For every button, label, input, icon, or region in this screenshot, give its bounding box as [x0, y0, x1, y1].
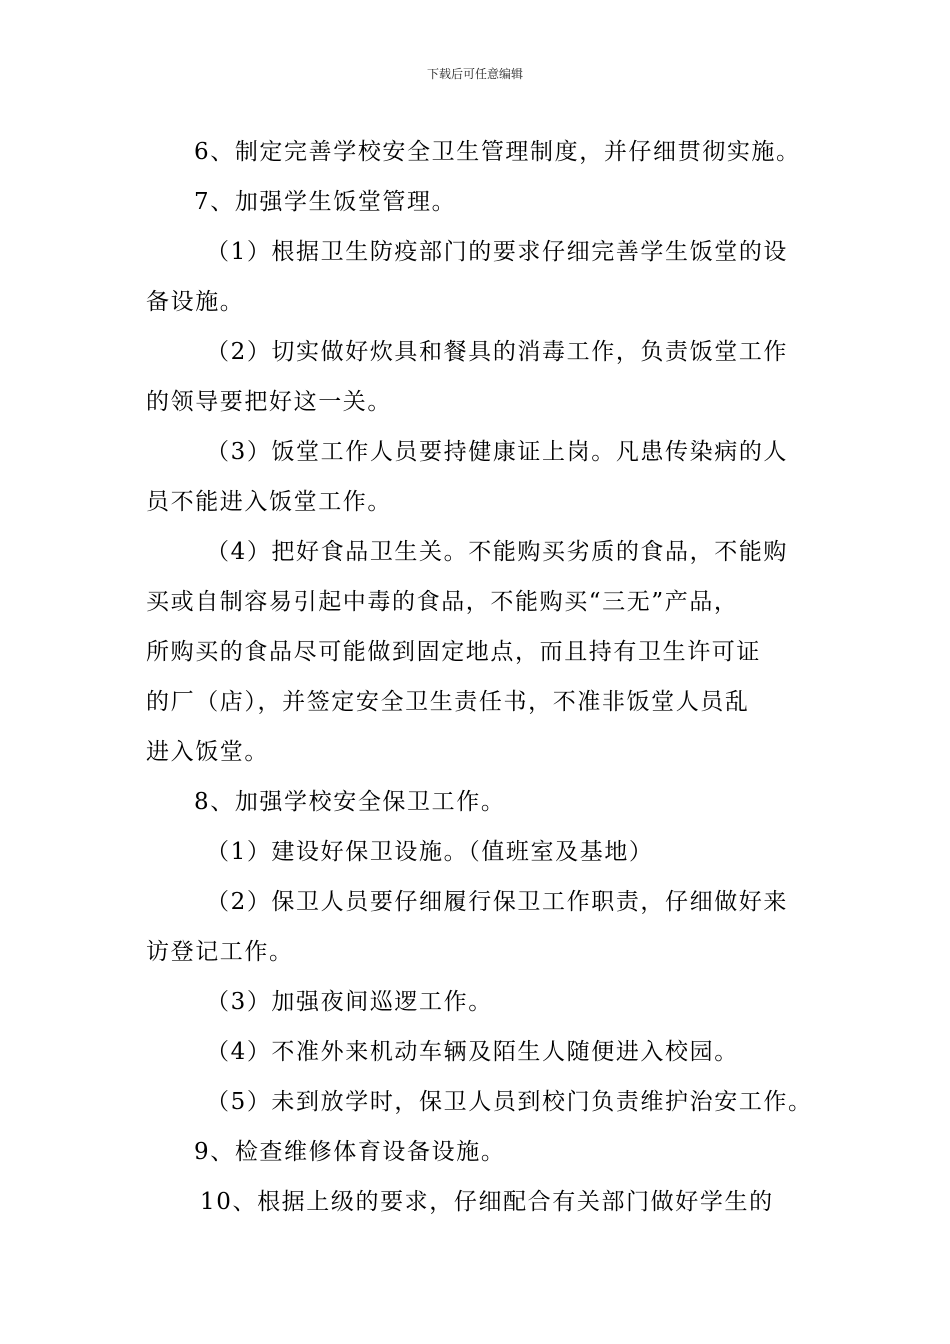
- item-7-4-line-3: 所购买的食品尽可能做到固定地点，而且持有卫生许可证: [146, 639, 761, 665]
- item-8-1: （1）建设好保卫设施。（值班室及基地）: [206, 839, 654, 865]
- item-7-4-line-2: 买或自制容易引起中毒的食品，不能购买“三无”产品，: [146, 589, 739, 615]
- item-8-5: （5）未到放学时，保卫人员到校门负责维护治安工作。: [206, 1089, 813, 1115]
- item-7-heading: 7、加强学生饭堂管理。: [194, 189, 457, 215]
- item-8-3: （3）加强夜间巡逻工作。: [206, 989, 493, 1015]
- item-8-4: （4）不准外来机动车辆及陌生人随便进入校园。: [206, 1039, 739, 1065]
- item-7-2-line-1: （2）切实做好炊具和餐具的消毒工作，负责饭堂工作: [206, 339, 789, 365]
- item-8-2-line-1: （2）保卫人员要仔细履行保卫工作职责，仔细做好来: [206, 889, 789, 915]
- document-body: [146, 127, 813, 1227]
- item-8-2-line-2: 访登记工作。: [146, 939, 294, 965]
- item-9: 9、检查维修体育设备设施。: [194, 1139, 506, 1165]
- item-7-2-line-2: 的领导要把好这一关。: [146, 389, 392, 415]
- item-10-line-1: 10、根据上级的要求，仔细配合有关部门做好学生的: [200, 1189, 774, 1215]
- item-7-3-line-1: （3）饭堂工作人员要持健康证上岗。凡患传染病的人: [206, 439, 789, 465]
- item-7-1-line-2: 备设施。: [146, 289, 245, 315]
- item-7-1-line-1: （1）根据卫生防疫部门的要求仔细完善学生饭堂的设: [206, 239, 789, 265]
- item-7-4-line-5: 进入饭堂。: [146, 739, 269, 765]
- page-header: 下载后可任意编辑: [426, 67, 523, 81]
- item-6: 6、制定完善学校安全卫生管理制度，并仔细贯彻实施。: [194, 139, 801, 165]
- item-7-3-line-2: 员不能进入饭堂工作。: [146, 489, 392, 515]
- item-8-heading: 8、加强学校安全保卫工作。: [194, 789, 506, 815]
- item-7-4-line-4: 的厂（店），并签定安全卫生责任书，不准非饭堂人员乱: [146, 689, 750, 715]
- item-7-4-line-1: （4）把好食品卫生关。不能购买劣质的食品，不能购: [206, 539, 789, 565]
